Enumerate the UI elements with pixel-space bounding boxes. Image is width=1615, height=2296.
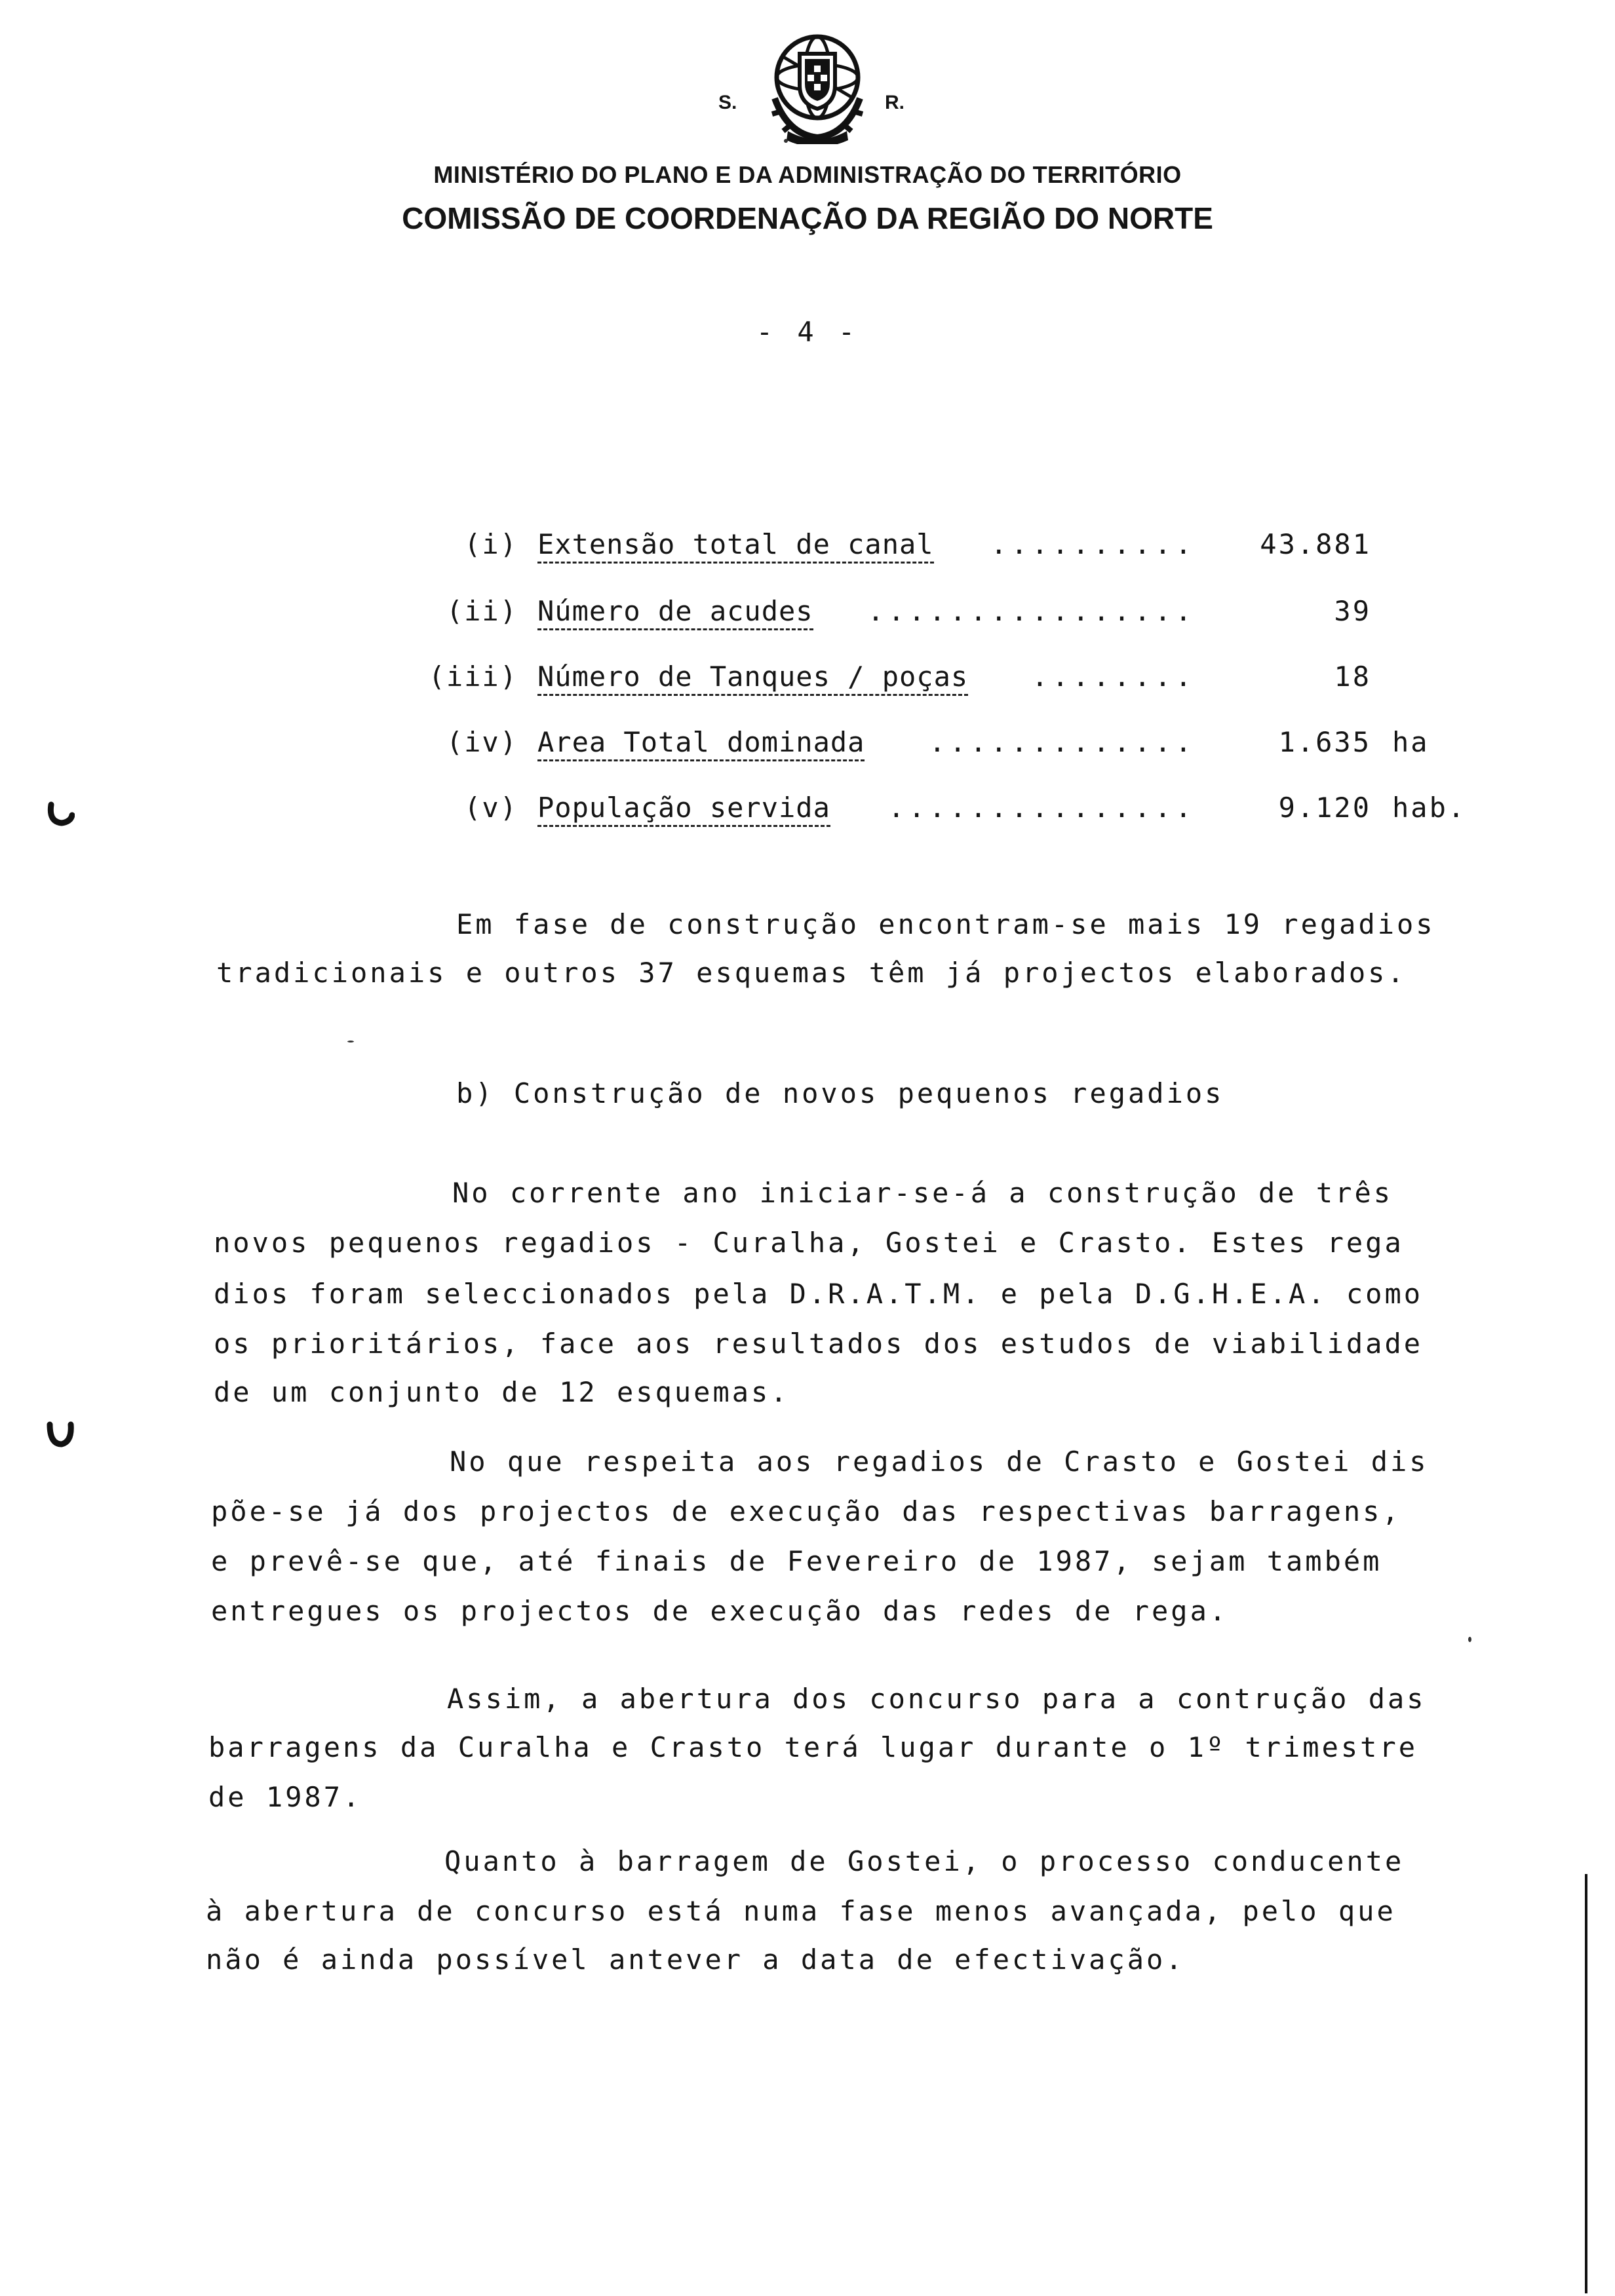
summary-item-index: (ii) xyxy=(446,595,518,627)
paragraph-line: de um conjunto de 12 esquemas. xyxy=(214,1376,790,1408)
seal-letter-right: R. xyxy=(885,92,905,113)
paragraph-line: entregues os projectos de execução das redes de rega. xyxy=(211,1595,1229,1627)
paragraph-line: põe-se já dos projectos de execução das respectivas barragens, xyxy=(211,1495,1401,1527)
section-heading: b) Construção de novos pequenos regadios xyxy=(456,1077,1224,1109)
punch-hole-icon xyxy=(46,798,75,827)
summary-item-label: Extensão total de canal xyxy=(537,528,934,564)
summary-item-index: (iv) xyxy=(446,726,518,758)
summary-item xyxy=(0,660,1615,700)
summary-item-label: Número de Tanques / poças xyxy=(537,660,968,696)
summary-item-unit: hab. xyxy=(1392,792,1467,824)
summary-item-leader: ............. xyxy=(929,726,1196,758)
ministry-name: MINISTÉRIO DO PLANO E DA ADMINISTRAÇÃO DO TERRITÓRIO xyxy=(433,161,1182,188)
summary-item-value: 18 xyxy=(1334,660,1371,693)
page-number: - 4 - xyxy=(756,316,859,348)
summary-item-unit: ha xyxy=(1392,726,1430,758)
paragraph-line: e prevê-se que, até finais de Fevereiro de 1987, sejam também xyxy=(211,1545,1382,1577)
summary-item-leader: ............... xyxy=(887,792,1196,824)
paragraph-line: Em fase de construção encontram-se mais 19 regadios xyxy=(456,908,1435,940)
paragraph-line: Quanto à barragem de Gostei, o processo conducente xyxy=(444,1845,1405,1877)
summary-item-label: Area Total dominada xyxy=(537,726,865,761)
paragraph-line: novos pequenos regadios - Curalha, Gostei e Crasto. Estes rega xyxy=(214,1227,1404,1259)
summary-item-index: (iii) xyxy=(428,660,518,693)
scan-fleck xyxy=(347,1041,354,1043)
summary-item-value: 1.635 xyxy=(1278,726,1371,758)
summary-item-leader: ................ xyxy=(867,595,1196,627)
summary-item xyxy=(0,595,1615,634)
summary-item-value: 39 xyxy=(1334,595,1371,627)
paragraph-line: No corrente ano iniciar-se-á a construção de três xyxy=(452,1177,1393,1209)
coat-of-arms-icon xyxy=(762,26,873,144)
summary-item-leader: ........ xyxy=(1031,660,1196,693)
paragraph-line: tradicionais e outros 37 esquemas têm já projectos elaborados. xyxy=(216,957,1407,989)
paragraph-line: dios foram seleccionados pela D.R.A.T.M. e pela D.G.H.E.A. como xyxy=(214,1278,1424,1310)
summary-item-label: Número de acudes xyxy=(537,595,813,630)
paragraph-line: de 1987. xyxy=(208,1781,362,1813)
header-seal-row xyxy=(0,26,1615,151)
scan-fleck xyxy=(784,139,788,143)
summary-item-value: 43.881 xyxy=(1260,528,1371,560)
summary-item-index: (i) xyxy=(464,528,518,560)
summary-item-value: 9.120 xyxy=(1278,792,1371,824)
paragraph-line: Assim, a abertura dos concurso para a contrução das xyxy=(447,1683,1426,1715)
paragraph-line: barragens da Curalha e Crasto terá lugar durante o 1º trimestre xyxy=(208,1731,1418,1763)
summary-item-label: População servida xyxy=(537,792,830,827)
scan-fleck xyxy=(1468,1637,1471,1642)
summary-item xyxy=(0,726,1615,765)
summary-item-index: (v) xyxy=(464,792,518,824)
punch-hole-icon xyxy=(46,1419,75,1448)
summary-item-leader: .......... xyxy=(990,528,1196,560)
paragraph-line: os prioritários, face aos resultados dos estudos de viabilidade xyxy=(214,1328,1424,1360)
summary-item xyxy=(0,528,1615,567)
paragraph-line: não é ainda possível antever a data de efectivação. xyxy=(206,1943,1185,1976)
paragraph-line: No que respeita aos regadios de Crasto e Gostei dis xyxy=(450,1445,1429,1478)
seal-letter-left: S. xyxy=(718,92,737,113)
paragraph-line: à abertura de concurso está numa fase menos avançada, pelo que xyxy=(206,1895,1396,1927)
scan-edge-line xyxy=(1585,1874,1587,2293)
commission-name: COMISSÃO DE COORDENAÇÃO DA REGIÃO DO NORTE xyxy=(402,201,1213,235)
summary-item xyxy=(0,792,1615,831)
